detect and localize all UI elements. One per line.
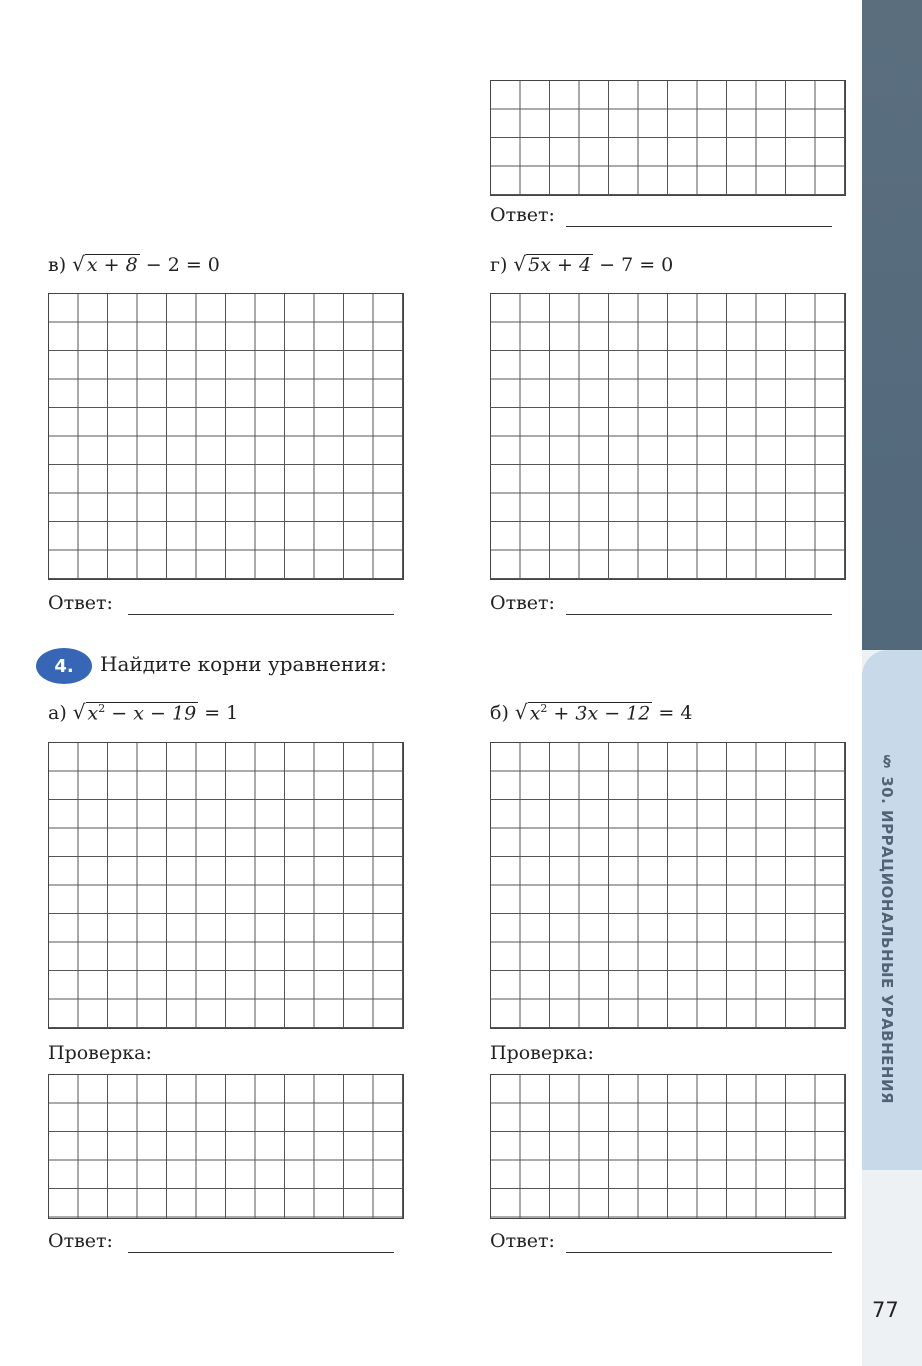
task-4-instruction: Найдите корни уравнения: xyxy=(100,652,387,676)
task-g-radicand: 5x + 4 xyxy=(528,254,592,276)
task-4a-letter: а) xyxy=(48,702,67,724)
task-4-badge: 4. xyxy=(36,648,92,684)
task-4a-rest: = 1 xyxy=(198,702,239,724)
task-v-letter: в) xyxy=(48,254,67,276)
task-4b-radicand-rest: + 3x − 12 xyxy=(547,702,651,724)
solution-grid-4b[interactable] xyxy=(490,742,846,1029)
task-v-radicand: x + 8 xyxy=(86,254,138,276)
task-v-rest: − 2 = 0 xyxy=(139,254,220,276)
answer-label-top: Ответ: xyxy=(490,204,555,226)
task-4b-var: x xyxy=(529,702,541,724)
task-g-equation: г) √ 5x + 4 − 7 = 0 xyxy=(490,252,674,276)
answer-line-g[interactable] xyxy=(566,614,832,615)
check-grid-4a[interactable] xyxy=(48,1074,404,1219)
sidebar-top-band xyxy=(862,0,922,650)
answer-label-v: Ответ: xyxy=(48,592,113,614)
page-number: 77 xyxy=(872,1298,899,1322)
task-4b-rest: = 4 xyxy=(652,702,693,724)
check-label-4b: Проверка: xyxy=(490,1042,594,1064)
task-g-rest: − 7 = 0 xyxy=(593,254,674,276)
task-4a-var: x xyxy=(87,702,99,724)
task-v-equation: в) √ x + 8 − 2 = 0 xyxy=(48,252,220,276)
solution-grid-g[interactable] xyxy=(490,293,846,580)
task-4b-equation: б) √ $x^2 + 3x - 12 = 4$ xyxy=(490,700,693,724)
answer-line-v[interactable] xyxy=(128,614,394,615)
task-4b-exponent: 2 xyxy=(540,701,548,715)
task-g-letter: г) xyxy=(490,254,508,276)
task-4b-letter: б) xyxy=(490,702,509,724)
task-4a-radicand-rest: − x − 19 xyxy=(105,702,197,724)
solution-grid-top[interactable] xyxy=(490,80,846,196)
task-4a-exponent: 2 xyxy=(98,701,106,715)
task-4a-equation: а) √ $x^2 - x - 19 = 1$ xyxy=(48,700,239,724)
answer-line-top[interactable] xyxy=(566,226,832,227)
answer-line-4b[interactable] xyxy=(566,1252,832,1253)
answer-label-g: Ответ: xyxy=(490,592,555,614)
check-label-4a: Проверка: xyxy=(48,1042,152,1064)
solution-grid-4a[interactable] xyxy=(48,742,404,1029)
sidebar xyxy=(862,0,922,1366)
answer-label-4a: Ответ: xyxy=(48,1230,113,1252)
answer-label-4b: Ответ: xyxy=(490,1230,555,1252)
answer-line-4a[interactable] xyxy=(128,1252,394,1253)
check-grid-4b[interactable] xyxy=(490,1074,846,1219)
section-title: § 30. ИРРАЦИОНАЛЬНЫЕ УРАВНЕНИЯ xyxy=(878,752,896,1105)
solution-grid-v[interactable] xyxy=(48,293,404,580)
